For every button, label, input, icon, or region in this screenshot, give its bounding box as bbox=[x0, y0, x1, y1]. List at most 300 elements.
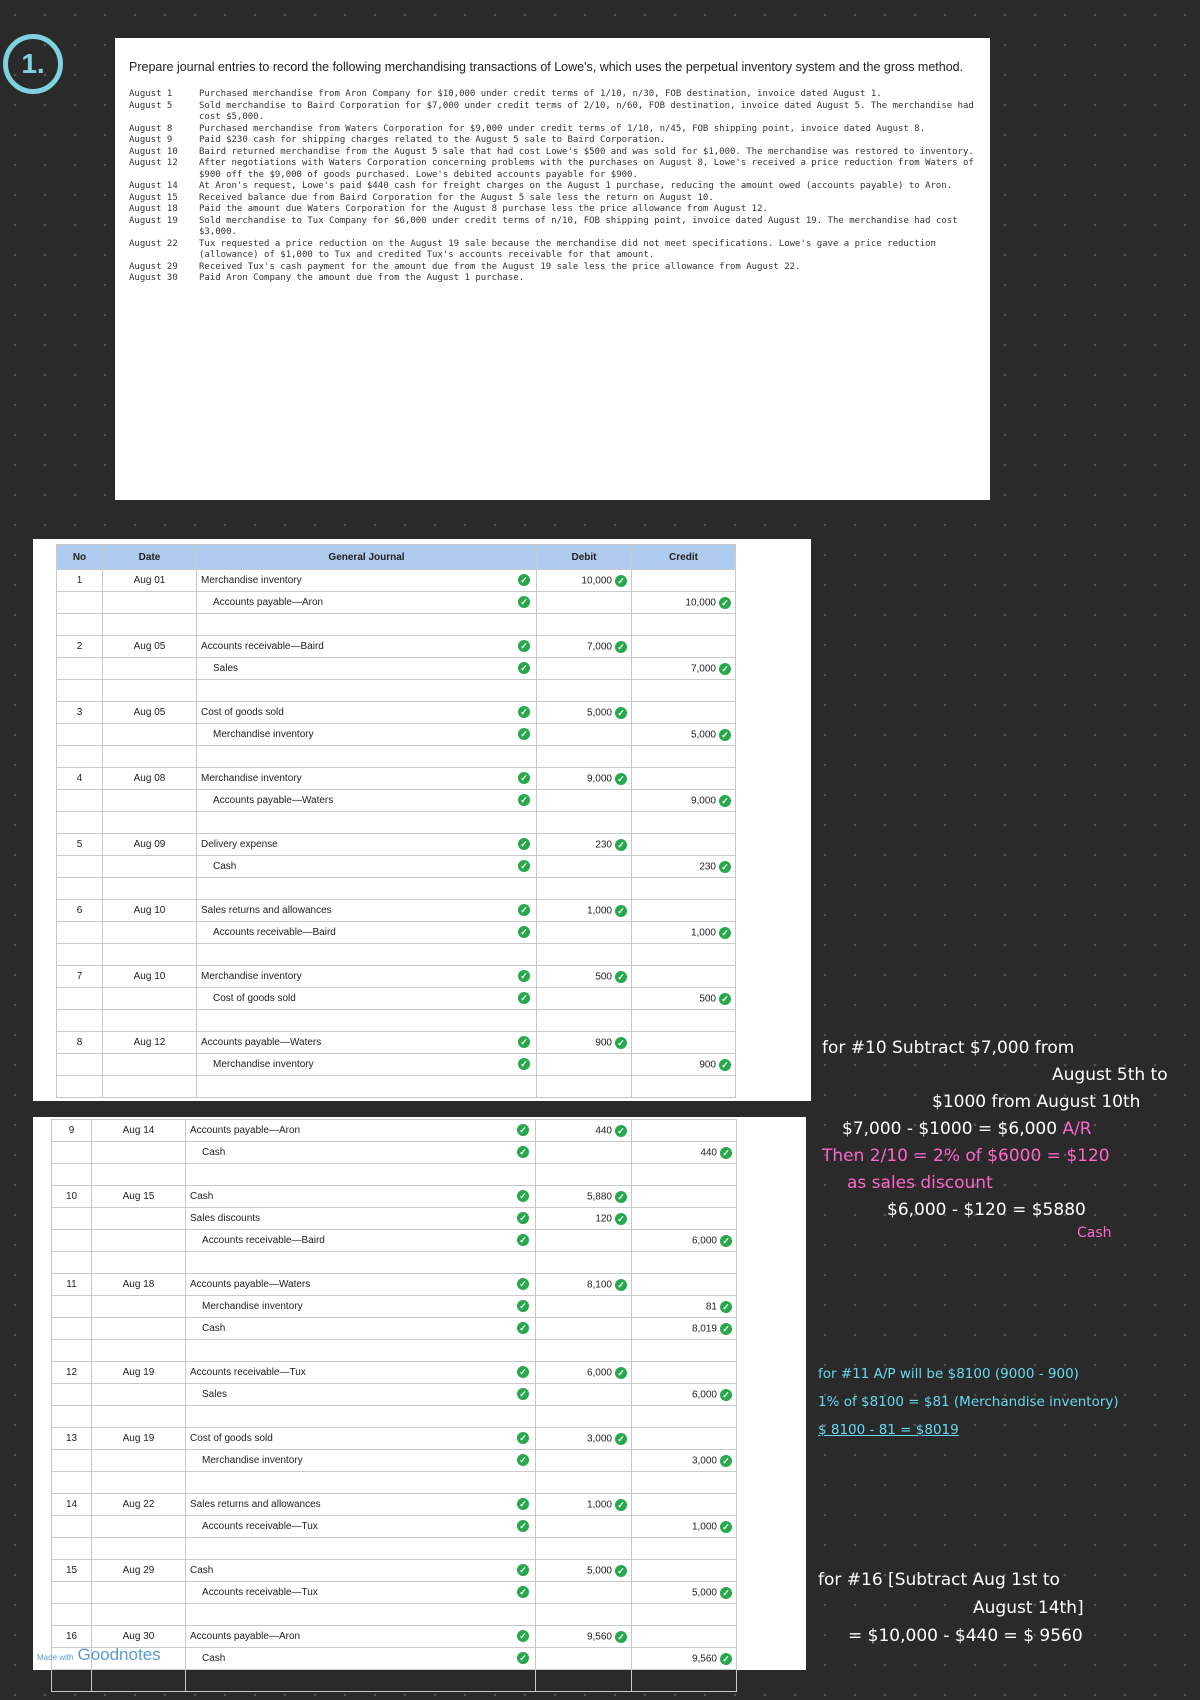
check-icon: ✓ bbox=[615, 1631, 627, 1643]
transaction-date: August 8 bbox=[129, 123, 173, 134]
check-icon: ✓ bbox=[615, 1191, 627, 1203]
transaction-date: August 18 bbox=[129, 204, 178, 214]
watermark-small: Made with bbox=[37, 1653, 74, 1662]
credit-value: 81 bbox=[705, 1301, 717, 1313]
credit-amount bbox=[632, 724, 736, 746]
transaction-date: August 19 bbox=[129, 215, 178, 226]
entry-date bbox=[92, 1450, 186, 1472]
empty-cell bbox=[52, 1252, 92, 1274]
check-icon: ✓ bbox=[615, 1213, 627, 1225]
header-general-journal: General Journal bbox=[197, 545, 537, 570]
debit-value: 5,880 bbox=[586, 1191, 612, 1203]
entry-date: Aug 12 bbox=[103, 1032, 197, 1054]
empty-cell bbox=[536, 1406, 632, 1428]
account-name: Sales returns and allowances ✓ bbox=[186, 1494, 536, 1516]
debit-amount bbox=[536, 1516, 632, 1538]
check-icon: ✓ bbox=[719, 663, 731, 675]
debit-value: 9,000 bbox=[586, 773, 612, 785]
entry-date bbox=[103, 922, 197, 944]
debit-amount bbox=[536, 1186, 632, 1208]
journal-spacer-row bbox=[57, 614, 736, 636]
debit-amount bbox=[537, 702, 632, 724]
check-icon: ✓ bbox=[615, 1433, 627, 1445]
empty-cell bbox=[537, 944, 632, 966]
empty-cell bbox=[632, 1406, 737, 1428]
account-name: Sales returns and allowances ✓ bbox=[197, 900, 537, 922]
account-name: Cash ✓ bbox=[186, 1560, 536, 1582]
entry-number: 12 bbox=[52, 1362, 92, 1384]
credit-amount bbox=[632, 1142, 737, 1164]
journal-panel-2 bbox=[33, 1117, 806, 1670]
journal-row bbox=[52, 1318, 737, 1340]
check-icon: ✓ bbox=[518, 662, 530, 674]
debit-amount bbox=[537, 1054, 632, 1076]
transaction-date: August 30 bbox=[129, 273, 178, 283]
check-icon: ✓ bbox=[720, 1587, 732, 1599]
credit-amount bbox=[632, 856, 736, 878]
journal-row bbox=[52, 1120, 737, 1142]
empty-cell bbox=[186, 1604, 536, 1626]
note-11-line-1: for #11 A/P will be $8100 (9000 - 900) bbox=[818, 1366, 1079, 1382]
empty-cell bbox=[537, 1076, 632, 1098]
transaction-date: August 14 bbox=[129, 181, 178, 191]
transaction-text: Paid $230 cash for shipping charges related to the August 5 sale to Baird Corporation. bbox=[199, 135, 665, 145]
empty-cell bbox=[103, 812, 197, 834]
transaction-item bbox=[129, 239, 976, 262]
debit-value: 8,100 bbox=[586, 1279, 612, 1291]
credit-amount bbox=[632, 1054, 736, 1076]
transaction-date: August 29 bbox=[129, 261, 178, 272]
debit-amount bbox=[537, 922, 632, 944]
transaction-item bbox=[129, 89, 976, 101]
entry-number: 4 bbox=[57, 768, 103, 790]
journal-row bbox=[57, 834, 736, 856]
empty-cell bbox=[103, 680, 197, 702]
empty-cell bbox=[536, 1670, 632, 1692]
journal-spacer-row bbox=[52, 1406, 737, 1428]
credit-value: 1,000 bbox=[691, 1521, 717, 1533]
check-icon: ✓ bbox=[517, 1630, 529, 1642]
entry-date bbox=[92, 1208, 186, 1230]
debit-value: 7,000 bbox=[586, 641, 612, 653]
entry-date bbox=[103, 988, 197, 1010]
debit-amount bbox=[537, 1032, 632, 1054]
note-10-line-4: $7,000 - $1000 = $6,000 bbox=[842, 1119, 1058, 1139]
debit-amount bbox=[536, 1318, 632, 1340]
credit-value: 7,000 bbox=[690, 663, 716, 675]
entry-number: 16 bbox=[52, 1626, 92, 1648]
journal-row bbox=[57, 702, 736, 724]
check-icon: ✓ bbox=[719, 861, 731, 873]
transaction-text: Received Tux's cash payment for the amount due from the August 19 sale less the price allowance from August 22. bbox=[199, 261, 801, 272]
entry-number: 15 bbox=[52, 1560, 92, 1582]
check-icon: ✓ bbox=[518, 992, 530, 1004]
account-name: Merchandise inventory ✓ bbox=[186, 1450, 536, 1472]
entry-number: 11 bbox=[52, 1274, 92, 1296]
check-icon: ✓ bbox=[719, 1059, 731, 1071]
journal-row bbox=[57, 988, 736, 1010]
empty-cell bbox=[632, 1670, 737, 1692]
journal-row bbox=[52, 1516, 737, 1538]
credit-value: 6,000 bbox=[691, 1389, 717, 1401]
empty-cell bbox=[632, 1604, 737, 1626]
journal-row bbox=[57, 724, 736, 746]
transaction-date: August 1 bbox=[129, 89, 173, 99]
credit-amount bbox=[632, 1428, 737, 1450]
transaction-text: Baird returned merchandise from the August 5 sale that had cost Lowe's $500 and was sold for $1,000. The merchandise was restored to inventory. bbox=[199, 146, 974, 157]
account-name: Merchandise inventory ✓ bbox=[197, 724, 537, 746]
account-name: Cash ✓ bbox=[186, 1318, 536, 1340]
empty-cell bbox=[103, 614, 197, 636]
empty-cell bbox=[186, 1538, 536, 1560]
entry-date bbox=[92, 1516, 186, 1538]
check-icon: ✓ bbox=[720, 1653, 732, 1665]
empty-cell bbox=[197, 680, 537, 702]
empty-cell bbox=[632, 1538, 737, 1560]
transaction-item bbox=[129, 273, 976, 285]
empty-cell bbox=[92, 1340, 186, 1362]
check-icon: ✓ bbox=[518, 926, 530, 938]
transaction-item bbox=[129, 204, 976, 216]
check-icon: ✓ bbox=[720, 1301, 732, 1313]
empty-cell bbox=[52, 1670, 92, 1692]
note-10-calc: $6,000 - $120 = $5880 bbox=[887, 1200, 1086, 1220]
empty-cell bbox=[632, 812, 736, 834]
check-icon: ✓ bbox=[720, 1323, 732, 1335]
debit-amount bbox=[536, 1120, 632, 1142]
transaction-text: Purchased merchandise from Aron Company for $10,000 under credit terms of 1/10, n/30, FOB destination, invoice dated August 1. bbox=[199, 89, 882, 99]
journal-spacer-row bbox=[52, 1252, 737, 1274]
empty-cell bbox=[197, 1076, 537, 1098]
transaction-item bbox=[129, 147, 976, 159]
journal-row bbox=[52, 1428, 737, 1450]
empty-cell bbox=[57, 680, 103, 702]
debit-value: 3,000 bbox=[586, 1433, 612, 1445]
empty-cell bbox=[537, 746, 632, 768]
account-name: Sales ✓ bbox=[197, 658, 537, 680]
empty-cell bbox=[92, 1406, 186, 1428]
empty-cell bbox=[57, 1010, 103, 1032]
entry-date bbox=[92, 1384, 186, 1406]
transaction-date: August 9 bbox=[129, 135, 173, 145]
entry-number bbox=[57, 922, 103, 944]
check-icon: ✓ bbox=[517, 1190, 529, 1202]
note-entry-16 bbox=[818, 1566, 1193, 1650]
journal-spacer-row bbox=[57, 1076, 736, 1098]
transaction-item bbox=[129, 158, 976, 181]
entry-date bbox=[103, 856, 197, 878]
journal-spacer-row bbox=[57, 878, 736, 900]
account-name: Sales discounts ✓ bbox=[186, 1208, 536, 1230]
debit-value: 120 bbox=[595, 1213, 612, 1225]
credit-amount bbox=[632, 1318, 737, 1340]
credit-amount bbox=[632, 988, 736, 1010]
check-icon: ✓ bbox=[615, 1499, 627, 1511]
empty-cell bbox=[632, 1076, 736, 1098]
journal-spacer-row bbox=[57, 746, 736, 768]
empty-cell bbox=[186, 1340, 536, 1362]
check-icon: ✓ bbox=[517, 1366, 529, 1378]
check-icon: ✓ bbox=[518, 904, 530, 916]
check-icon: ✓ bbox=[615, 905, 627, 917]
check-icon: ✓ bbox=[517, 1520, 529, 1532]
empty-cell bbox=[103, 1010, 197, 1032]
check-icon: ✓ bbox=[615, 575, 627, 587]
check-icon: ✓ bbox=[517, 1212, 529, 1224]
debit-amount bbox=[536, 1450, 632, 1472]
empty-cell bbox=[52, 1340, 92, 1362]
entry-number bbox=[57, 658, 103, 680]
account-name: Accounts payable—Waters ✓ bbox=[197, 790, 537, 812]
check-icon: ✓ bbox=[720, 1235, 732, 1247]
journal-row bbox=[57, 900, 736, 922]
check-icon: ✓ bbox=[518, 794, 530, 806]
credit-amount bbox=[632, 900, 736, 922]
credit-amount bbox=[632, 1362, 737, 1384]
journal-row bbox=[57, 570, 736, 592]
empty-cell bbox=[52, 1164, 92, 1186]
journal-row bbox=[57, 1032, 736, 1054]
credit-amount bbox=[632, 834, 736, 856]
check-icon: ✓ bbox=[615, 1037, 627, 1049]
empty-cell bbox=[186, 1252, 536, 1274]
check-icon: ✓ bbox=[719, 597, 731, 609]
entry-number: 13 bbox=[52, 1428, 92, 1450]
journal-row bbox=[52, 1208, 737, 1230]
empty-cell bbox=[537, 614, 632, 636]
check-icon: ✓ bbox=[517, 1322, 529, 1334]
account-name: Accounts payable—Aron ✓ bbox=[186, 1626, 536, 1648]
account-name: Cash ✓ bbox=[186, 1142, 536, 1164]
debit-amount bbox=[537, 768, 632, 790]
debit-amount bbox=[536, 1626, 632, 1648]
check-icon: ✓ bbox=[518, 574, 530, 586]
empty-cell bbox=[632, 1472, 737, 1494]
check-icon: ✓ bbox=[615, 1125, 627, 1137]
check-icon: ✓ bbox=[517, 1432, 529, 1444]
account-name: Cost of goods sold ✓ bbox=[186, 1428, 536, 1450]
empty-cell bbox=[632, 1010, 736, 1032]
credit-value: 230 bbox=[699, 861, 716, 873]
note-11-line-2: 1% of $8100 = $81 (Merchandise inventory) bbox=[818, 1394, 1119, 1410]
check-icon: ✓ bbox=[615, 1565, 627, 1577]
journal-row bbox=[57, 790, 736, 812]
entry-number bbox=[57, 790, 103, 812]
credit-amount bbox=[632, 1120, 737, 1142]
empty-cell bbox=[632, 944, 736, 966]
debit-amount bbox=[537, 658, 632, 680]
entry-date bbox=[92, 1142, 186, 1164]
account-name: Delivery expense ✓ bbox=[197, 834, 537, 856]
check-icon: ✓ bbox=[517, 1300, 529, 1312]
empty-cell bbox=[632, 1164, 737, 1186]
empty-cell bbox=[632, 746, 736, 768]
entry-date: Aug 05 bbox=[103, 636, 197, 658]
problem-number-badge: 1. bbox=[3, 34, 63, 94]
note-16-line-3: = $10,000 - $440 = $ 9560 bbox=[848, 1626, 1083, 1646]
journal-row bbox=[52, 1274, 737, 1296]
transaction-date: August 5 bbox=[129, 100, 173, 111]
empty-cell bbox=[103, 878, 197, 900]
entry-number: 2 bbox=[57, 636, 103, 658]
credit-amount bbox=[632, 592, 736, 614]
note-16-line-1: for #16 [Subtract Aug 1st to bbox=[818, 1570, 1060, 1590]
entry-number bbox=[57, 724, 103, 746]
account-name: Cash ✓ bbox=[186, 1648, 536, 1670]
note-10-line-2: August 5th to bbox=[1052, 1065, 1168, 1085]
empty-cell bbox=[537, 1010, 632, 1032]
check-icon: ✓ bbox=[719, 927, 731, 939]
debit-value: 1,000 bbox=[586, 905, 612, 917]
debit-amount bbox=[536, 1494, 632, 1516]
entry-number bbox=[52, 1296, 92, 1318]
transaction-date: August 15 bbox=[129, 192, 178, 203]
entry-date: Aug 08 bbox=[103, 768, 197, 790]
account-name: Sales ✓ bbox=[186, 1384, 536, 1406]
note-11-line-3: $ 8100 - 81 = $8019 bbox=[818, 1422, 959, 1438]
journal-spacer-row bbox=[57, 1010, 736, 1032]
credit-amount bbox=[632, 1516, 737, 1538]
credit-amount bbox=[632, 790, 736, 812]
entry-date: Aug 22 bbox=[92, 1494, 186, 1516]
check-icon: ✓ bbox=[518, 970, 530, 982]
journal-row bbox=[57, 922, 736, 944]
journal-row bbox=[57, 658, 736, 680]
account-name: Merchandise inventory ✓ bbox=[197, 768, 537, 790]
watermark-brand: Goodnotes bbox=[77, 1645, 161, 1664]
debit-amount bbox=[537, 570, 632, 592]
check-icon: ✓ bbox=[517, 1652, 529, 1664]
journal-spacer-row bbox=[52, 1472, 737, 1494]
debit-amount bbox=[536, 1142, 632, 1164]
check-icon: ✓ bbox=[720, 1521, 732, 1533]
debit-amount bbox=[537, 636, 632, 658]
header-debit: Debit bbox=[537, 545, 632, 570]
entry-date: Aug 30 bbox=[92, 1626, 186, 1648]
entry-number: 10 bbox=[52, 1186, 92, 1208]
debit-value: 1,000 bbox=[586, 1499, 612, 1511]
credit-amount bbox=[632, 1626, 737, 1648]
debit-amount bbox=[536, 1274, 632, 1296]
credit-value: 3,000 bbox=[691, 1455, 717, 1467]
empty-cell bbox=[197, 812, 537, 834]
empty-cell bbox=[197, 746, 537, 768]
entry-date bbox=[103, 658, 197, 680]
journal-row bbox=[52, 1582, 737, 1604]
account-name: Merchandise inventory ✓ bbox=[186, 1296, 536, 1318]
entry-number bbox=[57, 592, 103, 614]
entry-number: 9 bbox=[52, 1120, 92, 1142]
check-icon: ✓ bbox=[518, 838, 530, 850]
debit-value: 900 bbox=[595, 1037, 612, 1049]
check-icon: ✓ bbox=[518, 860, 530, 872]
debit-amount bbox=[536, 1230, 632, 1252]
account-name: Cash ✓ bbox=[197, 856, 537, 878]
debit-amount bbox=[536, 1362, 632, 1384]
journal-row bbox=[57, 966, 736, 988]
account-name: Accounts payable—Aron ✓ bbox=[186, 1120, 536, 1142]
entry-date: Aug 29 bbox=[92, 1560, 186, 1582]
transaction-item bbox=[129, 124, 976, 136]
check-icon: ✓ bbox=[517, 1564, 529, 1576]
journal-row bbox=[57, 636, 736, 658]
entry-date bbox=[92, 1318, 186, 1340]
transaction-text: Sold merchandise to Baird Corporation for $7,000 under credit terms of 2/10, n/60, FOB destination, invoice dated August 5. The merchandise had cost $5,000. bbox=[199, 100, 974, 122]
empty-cell bbox=[52, 1538, 92, 1560]
debit-amount bbox=[536, 1384, 632, 1406]
check-icon: ✓ bbox=[517, 1498, 529, 1510]
debit-value: 440 bbox=[595, 1125, 612, 1137]
account-name: Cash ✓ bbox=[186, 1186, 536, 1208]
transaction-item bbox=[129, 262, 976, 274]
transaction-date: August 10 bbox=[129, 146, 178, 157]
entry-number: 14 bbox=[52, 1494, 92, 1516]
transaction-list bbox=[129, 89, 976, 285]
empty-cell bbox=[52, 1604, 92, 1626]
credit-amount bbox=[632, 658, 736, 680]
entry-number bbox=[52, 1450, 92, 1472]
credit-value: 440 bbox=[700, 1147, 717, 1159]
entry-date bbox=[92, 1582, 186, 1604]
account-name: Accounts payable—Waters ✓ bbox=[197, 1032, 537, 1054]
entry-number bbox=[52, 1318, 92, 1340]
account-name: Accounts receivable—Baird ✓ bbox=[197, 922, 537, 944]
credit-amount bbox=[632, 1648, 737, 1670]
entry-date bbox=[103, 1054, 197, 1076]
empty-cell bbox=[537, 812, 632, 834]
entry-date bbox=[103, 724, 197, 746]
credit-value: 5,000 bbox=[691, 1587, 717, 1599]
transaction-item bbox=[129, 216, 976, 239]
problem-intro: Prepare journal entries to record the following merchandising transactions of Lowe's, which uses the perpetual inventory system and the gross method. bbox=[129, 60, 964, 74]
credit-value: 6,000 bbox=[691, 1235, 717, 1247]
debit-value: 500 bbox=[595, 971, 612, 983]
entry-number bbox=[52, 1384, 92, 1406]
note-16-line-2: August 14th] bbox=[973, 1598, 1084, 1618]
credit-amount bbox=[632, 702, 736, 724]
check-icon: ✓ bbox=[517, 1278, 529, 1290]
empty-cell bbox=[632, 614, 736, 636]
empty-cell bbox=[186, 1406, 536, 1428]
debit-amount bbox=[537, 900, 632, 922]
debit-amount bbox=[537, 856, 632, 878]
transaction-item bbox=[129, 181, 976, 193]
credit-amount bbox=[632, 570, 736, 592]
account-name: Accounts payable—Waters ✓ bbox=[186, 1274, 536, 1296]
empty-cell bbox=[92, 1604, 186, 1626]
credit-amount bbox=[632, 1230, 737, 1252]
empty-cell bbox=[103, 1076, 197, 1098]
empty-cell bbox=[57, 614, 103, 636]
transaction-text: Paid the amount due Waters Corporation for the August 8 purchase less the price allowance from August 12. bbox=[199, 204, 768, 214]
journal-row bbox=[52, 1384, 737, 1406]
check-icon: ✓ bbox=[517, 1146, 529, 1158]
entry-number: 8 bbox=[57, 1032, 103, 1054]
debit-amount bbox=[537, 592, 632, 614]
empty-cell bbox=[537, 878, 632, 900]
transaction-text: Tux requested a price reduction on the August 19 sale because the merchandise did not meet specifications. Lowe's gave a price reduction (allowance) of $1,000 to Tux and credited Tux's accounts receivable for that amount. bbox=[199, 238, 936, 260]
credit-amount bbox=[632, 1582, 737, 1604]
transaction-text: Received balance due from Baird Corporation for the August 5 sale less the return on August 10. bbox=[199, 192, 714, 203]
check-icon: ✓ bbox=[615, 1367, 627, 1379]
empty-cell bbox=[52, 1406, 92, 1428]
check-icon: ✓ bbox=[517, 1454, 529, 1466]
check-icon: ✓ bbox=[517, 1388, 529, 1400]
entry-number: 1 bbox=[57, 570, 103, 592]
credit-amount bbox=[632, 1186, 737, 1208]
entry-number: 3 bbox=[57, 702, 103, 724]
note-10-cash: Cash bbox=[1077, 1225, 1112, 1241]
